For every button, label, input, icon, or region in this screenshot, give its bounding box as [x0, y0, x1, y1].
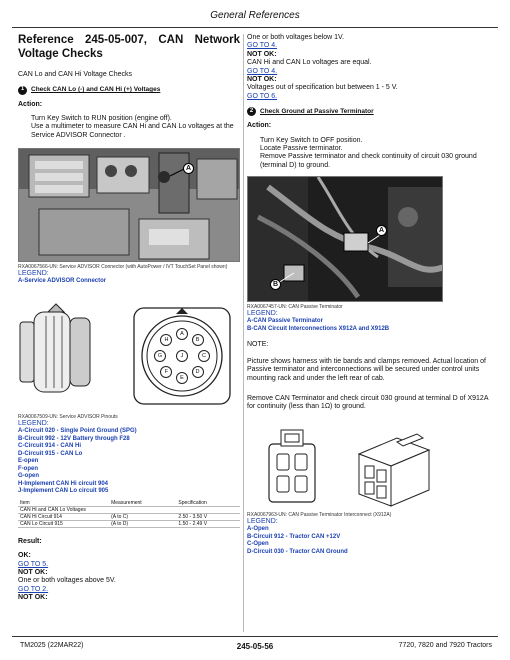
- service-advisor-photo-drawing: [19, 149, 240, 262]
- result-notok-label: NOT OK:: [18, 594, 48, 602]
- result-label: Result:: [18, 537, 42, 545]
- legend-item: F-open: [18, 465, 38, 472]
- table-cell: 2.50 - 3.50 V: [178, 513, 208, 520]
- table-cell: (A to C): [111, 513, 129, 520]
- action-label: Action:: [247, 122, 272, 130]
- result-ok-label: OK:: [18, 552, 31, 560]
- voltage-spec-table: [18, 500, 240, 528]
- result-notok-label: NOT OK:: [247, 75, 277, 83]
- step-number-badge: 1: [18, 86, 27, 95]
- action-line: Turn Key Switch to RUN position (engine off).: [31, 114, 172, 122]
- pin-g: G: [154, 350, 166, 362]
- service-advisor-photo: [18, 148, 240, 262]
- pinout-figure: [18, 294, 240, 414]
- legend-title: LEGEND:: [18, 419, 49, 427]
- legend-item: A-Service ADVISOR Connector: [18, 278, 107, 285]
- goto-link[interactable]: GO TO 6.: [247, 92, 278, 100]
- pin-e: E: [176, 372, 188, 384]
- result-continuation-list: [247, 34, 495, 101]
- table-cell: CAN Hi Circuit 914: [20, 513, 62, 520]
- pin-j: J: [176, 350, 188, 362]
- legend-item: B-CAN Circuit Interconnections X912A and X912B: [247, 325, 390, 332]
- step-label: Check Ground at Passive Terminator: [260, 107, 374, 115]
- pin-b: B: [192, 334, 204, 346]
- figure-caption: RXA0067566-UN: Service ADVISOR Connector (with AutoPower / IVT TouchSet Panel shown): [18, 264, 228, 271]
- legend-title: LEGEND:: [18, 270, 49, 278]
- pin-d: D: [192, 366, 204, 378]
- goto-link[interactable]: GO TO 2.: [18, 585, 49, 593]
- terminator-drawing-figure: [247, 420, 443, 510]
- legend-item: D-Circuit 030 - Tractor CAN Ground: [247, 548, 348, 555]
- step-number-badge: 2: [247, 107, 256, 116]
- goto-link[interactable]: GO TO 5.: [18, 560, 49, 568]
- table-row: [18, 520, 240, 527]
- legend-list: [247, 318, 495, 333]
- action-list: [18, 115, 240, 140]
- result-notok-label: NOT OK:: [18, 569, 48, 577]
- page-header-title: General References: [210, 10, 300, 21]
- legend-item: A-Open: [247, 526, 269, 533]
- legend-item: J-Implement CAN Lo circuit 905: [18, 488, 109, 495]
- legend-item: A-CAN Passive Terminator: [247, 318, 323, 325]
- pin-f: F: [160, 366, 172, 378]
- legend-item: B-Circuit 992 - 12V Battery through F28: [18, 435, 130, 442]
- action-label: Action:: [18, 100, 43, 108]
- table-group-cell: CAN Hi and CAN Lo Voltages: [20, 506, 86, 513]
- left-column: [18, 34, 240, 603]
- sub-title: CAN Lo and CAN Hi Voltage Checks: [18, 71, 132, 79]
- legend-title: LEGEND:: [247, 517, 278, 525]
- goto-link[interactable]: GO TO 4.: [247, 67, 278, 75]
- action-line: Turn Key Switch to OFF position.: [260, 136, 363, 144]
- table-row: [18, 513, 240, 520]
- result-text: Voltages out of specification but between 1 - 5 V.: [247, 84, 398, 92]
- step-1-heading: [18, 86, 240, 95]
- legend-item: A-Circuit 020 - Single Point Ground (SPG): [18, 428, 137, 435]
- footer-page-number: 245-05-56: [236, 642, 274, 651]
- right-column: [247, 34, 495, 556]
- action-line: Remove Passive terminator and check continuity of circuit 030 ground (terminal D) to ground.: [260, 153, 477, 169]
- legend-item: C-Open: [247, 541, 269, 548]
- legend-title: LEGEND:: [247, 310, 278, 318]
- pin-a: A: [176, 328, 188, 340]
- goto-link[interactable]: GO TO 4.: [247, 42, 278, 50]
- result-text: CAN Hi and CAN Lo voltages are equal.: [247, 59, 372, 67]
- terminator-drawing: [247, 420, 443, 510]
- action-list: [247, 137, 495, 171]
- note-label: NOTE:: [247, 341, 269, 349]
- table-header-cell: Item: [20, 499, 30, 506]
- result-text: One or both voltages below 1V.: [247, 34, 345, 41]
- figure-caption: RXA0067509-UN: Service ADVISOR Pinouts: [18, 413, 118, 420]
- table-cell: (A to D): [111, 520, 129, 527]
- header-rule: [12, 27, 498, 28]
- legend-item: G-open: [18, 473, 39, 480]
- legend-item: D-Circuit 915 - CAN Lo: [18, 450, 83, 457]
- table-header-cell: Specification: [178, 499, 207, 506]
- callout-a: A: [376, 225, 387, 236]
- table-cell: 1.50 - 2.49 V: [178, 520, 208, 527]
- footer-model-list: 7720, 7820 and 7920 Tractors: [398, 642, 492, 649]
- callout-a: A: [183, 163, 194, 174]
- action-line: Use a multimeter to measure CAN Hi and CAN Lo voltages at the Service ADVISOR Connector .: [31, 123, 234, 139]
- column-divider: [243, 34, 244, 632]
- result-notok-label: NOT OK:: [247, 50, 277, 58]
- callout-b: B: [270, 279, 281, 290]
- footer-rule: [12, 636, 498, 637]
- passive-terminator-photo: [247, 176, 443, 302]
- result-text: One or both voltages above 5V.: [18, 577, 116, 585]
- legend-item: H-Implement CAN Hi circuit 904: [18, 480, 109, 487]
- pin-h: H: [160, 334, 172, 346]
- table-header-cell: Measurement: [111, 499, 142, 506]
- note-text: Picture shows harness with tie bands and clamps removed. Actual location of Passive terminator and interconnections will be secured under control units mounting rack and under the left rear of cab.: [247, 357, 486, 382]
- table-group-row: [18, 506, 240, 513]
- legend-item: E-open: [18, 458, 39, 465]
- result-list: [18, 552, 240, 602]
- reference-heading: Reference 245-05-007, CAN Network Voltage Checks: [18, 34, 240, 60]
- remove-instruction: Remove CAN Terminator and check circuit 030 ground at terminal D of X912A for continuity (less than 1Ω) to ground.: [247, 395, 489, 411]
- figure-caption: RXA0067963-UN: CAN Passive Terminator Interconnect (X912A): [247, 511, 392, 518]
- legend-list: [247, 526, 495, 556]
- figure-caption: RXA0067457-UN: CAN Passive Terminator: [247, 304, 343, 311]
- footer-doc-id: TM2025 (22MAR22): [20, 642, 84, 649]
- step-2-heading: [247, 107, 495, 116]
- pin-c: C: [198, 350, 210, 362]
- legend-list: [18, 428, 240, 496]
- action-line: Locate Passive terminator.: [260, 144, 343, 152]
- legend-item: C-Circuit 914 - CAN Hi: [18, 443, 82, 450]
- step-label: Check CAN Lo (-) and CAN Hi (+) Voltages: [31, 86, 161, 94]
- legend-item: B-Circuit 912 - Tractor CAN +12V: [247, 533, 341, 540]
- table-cell: CAN Lo Circuit 915: [20, 520, 63, 527]
